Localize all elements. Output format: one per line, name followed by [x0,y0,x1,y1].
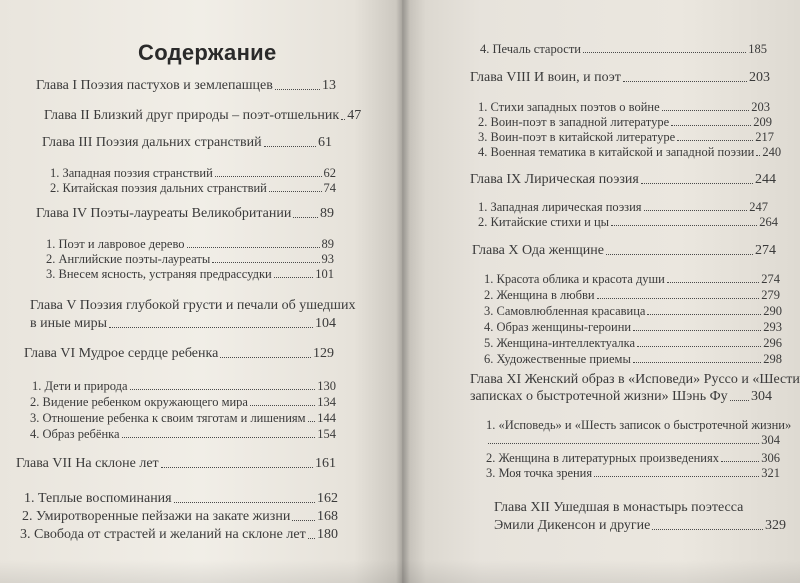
entry-title: 1. Теплые воспоминания [24,491,172,506]
toc-entry-3-1 [50,166,336,181]
page-title: Содержание [138,40,277,65]
entry-page: 321 [761,466,780,480]
toc-entry-chapter-12 [494,518,786,534]
entry-page: 134 [317,395,336,409]
toc-entry-11-2 [486,451,780,466]
entry-title: Эмили Дикенсон и другие [494,518,651,533]
leader-dots [644,210,748,211]
entry-page: 240 [762,145,782,159]
toc-entry-9-2 [478,215,778,230]
entry-title: 4. Военная тематика в китайской и западной поэзии [478,145,755,159]
entry-page: 93 [321,252,334,266]
entry-title: 2. Английские поэты-лауреаты [46,252,211,266]
toc-entry-8-3 [478,130,774,145]
leader-dots [275,89,320,90]
leader-dots [662,110,750,111]
toc-entry-11-3 [486,466,780,481]
entry-page: 217 [755,130,774,144]
toc-entry-10-3 [484,304,782,319]
toc-entry-chapter-3 [42,135,332,151]
leader-dots [250,405,315,406]
toc-entry-11-1 [486,433,780,448]
toc-entry-7-1 [24,491,338,507]
entry-page: 329 [765,518,786,533]
entry-page: 279 [761,288,780,302]
leader-dots [174,502,315,503]
leader-dots [637,346,761,347]
entry-title: 4. Образ женщины-героини [484,320,632,334]
leader-dots [274,277,314,278]
entry-page: 13 [322,78,336,93]
leader-dots [161,467,313,468]
toc-entry-chapter-11-line1: Глава XI Женский образ в «Исповеди» Руссо и «Шести [470,372,800,387]
entry-title: 3. Самовлюбленная красавица [484,304,646,318]
leader-dots [594,476,759,477]
entry-page: 203 [751,100,770,114]
toc-entry-4-1 [46,237,334,252]
entry-title: 5. Женщина-интеллектуалка [484,336,636,350]
entry-page: 47 [347,108,362,123]
entry-title: 3. Моя точка зрения [486,466,593,480]
toc-entry-chapter-5-line1: Глава V Поэзия глубокой грусти и печали об ушедших [30,298,356,313]
entry-title: Глава VIII И воин, и поэт [470,70,621,85]
entry-title: Глава IV Поэты-лауреаты Великобритании [36,206,292,221]
entry-title: 3. Внесем ясность, устраняя предрассудки [46,267,272,281]
leader-dots [308,538,315,539]
entry-title: Глава X Ода женщине [472,243,604,258]
entry-title: 3. Свобода от страстей и желаний на склоне лет [20,527,306,542]
entry-title: Глава II Близкий друг природы – поэт-отшельник [44,108,340,123]
entry-page: 62 [323,166,336,180]
toc-entry-chapter-10 [472,243,776,259]
entry-page: 274 [761,272,780,286]
leader-dots [308,421,316,422]
toc-entry-9-1 [478,200,768,215]
leader-dots [633,362,761,363]
leader-dots [220,357,311,358]
entry-title: 1. Дети и природа [32,379,128,393]
entry-title: 3. Воин-поэт в китайской литературе [478,130,676,144]
entry-page: 306 [761,451,780,465]
leader-dots [292,520,315,521]
entry-page: 168 [317,509,338,524]
entry-page: 274 [755,243,776,258]
entry-page: 264 [759,215,778,229]
entry-page: 247 [749,200,768,214]
leader-dots [633,330,761,331]
leader-dots [109,327,313,328]
entry-page: 293 [763,320,782,334]
entry-title: 2. Китайская поэзия дальних странствий [50,181,267,195]
entry-title: 1. Красота облика и красота души [484,272,665,286]
entry-title: 2. Женщина в любви [484,288,595,302]
entry-title: Глава III Поэзия дальних странствий [42,135,262,150]
toc-entry-8-4 [478,145,782,160]
leader-dots [721,461,759,462]
entry-page: 180 [317,527,338,542]
toc-entry-6-3 [30,411,336,426]
entry-page: 209 [753,115,772,129]
entry-page: 89 [320,206,334,221]
entry-page: 130 [317,379,336,393]
entry-title: 4. Печаль старости [480,42,581,56]
toc-entry-chapter-7 [16,456,336,472]
entry-page: 154 [317,427,336,441]
toc-entry-10-6 [484,352,782,367]
toc-entry-10-1 [484,272,780,287]
leader-dots [671,125,751,126]
entry-title: Глава VI Мудрое сердце ребенка [24,346,219,361]
leader-dots [606,254,753,255]
leader-dots [130,389,316,390]
entry-page: 104 [315,316,336,331]
leader-dots [583,52,746,53]
entry-page: 185 [748,42,767,56]
toc-entry-3-2 [50,181,336,196]
toc-entry-8-1 [478,100,770,115]
toc-entry-chapter-9 [470,172,776,188]
toc-entry-chapter-4 [36,206,334,222]
leader-dots [611,225,757,226]
entry-title: 4. Образ ребёнка [30,427,120,441]
leader-dots [730,400,749,401]
entry-page: 298 [763,352,782,366]
toc-entry-11-1-line1: 1. «Исповедь» и «Шесть записок о быстротечной жизни» [486,418,792,432]
entry-title: 2. Воин-поэт в западной литературе [478,115,670,129]
entry-title: Глава IX Лирическая поэзия [470,172,639,187]
entry-page: 162 [317,491,338,506]
bottom-shade [0,560,800,583]
toc-entry-chapter-6 [24,346,334,362]
leader-dots [647,314,761,315]
entry-title: Глава VII На склоне лет [16,456,159,471]
entry-title: 1. Западная поэзия странствий [50,166,213,180]
entry-page: 304 [761,433,780,447]
entry-title: 1. Поэт и лавровое дерево [46,237,185,251]
toc-entry-chapter-8 [470,70,770,86]
entry-title: Глава I Поэзия пастухов и землепашцев [36,78,273,93]
leader-dots [756,155,760,156]
entry-title: в иные миры [30,316,107,331]
leader-dots [122,437,316,438]
entry-page: 101 [315,267,334,281]
book-gutter [396,0,410,583]
toc-entry-7-3 [20,527,338,543]
leader-dots [215,176,322,177]
toc-entry-10-2 [484,288,780,303]
toc-entry-10-4 [484,320,782,335]
leader-dots [667,282,759,283]
entry-title: 2. Женщина в литературных произведениях [486,451,719,465]
toc-entry-6-1 [32,379,336,394]
toc-entry-chapter-11 [470,389,772,405]
leader-dots [623,81,747,82]
entry-page: 89 [321,237,334,251]
leader-dots [341,119,345,120]
toc-entry-4-3 [46,267,334,282]
toc-entry-8-2 [478,115,772,130]
toc-entry-10-5 [484,336,782,351]
leader-dots [212,262,319,263]
leader-dots [264,146,316,147]
leader-dots [597,298,760,299]
entry-page: 129 [313,346,334,361]
entry-page: 161 [315,456,336,471]
toc-entry-6-4 [30,427,336,442]
leader-dots [641,183,753,184]
entry-page: 244 [755,172,776,187]
entry-title: записках о быстротечной жизни» Шэнь Фу [470,389,728,404]
entry-title: 3. Отношение ребенка к своим тяготам и лишениям [30,411,306,425]
toc-entry-chapter-12-line1: Глава XII Ушедшая в монастырь поэтесса [494,500,744,515]
leader-dots [187,247,320,248]
leader-dots [488,443,759,444]
entry-page: 290 [763,304,782,318]
toc-entry-chapter-5 [30,316,336,332]
toc-entry-4-2 [46,252,334,267]
entry-page: 296 [763,336,782,350]
leader-dots [269,191,322,192]
toc-entry-6-2 [30,395,336,410]
toc-entry-7-2 [22,509,338,525]
toc-entry-chapter-1 [36,78,336,94]
leader-dots [652,529,763,530]
entry-title: 2. Китайские стихи и цы [478,215,610,229]
toc-entry-7-4 [480,42,767,57]
entry-title: 1. Западная лирическая поэзия [478,200,642,214]
leader-dots [677,140,753,141]
entry-title: 6. Художественные приемы [484,352,631,366]
entry-page: 144 [317,411,336,425]
entry-page: 61 [318,135,332,150]
entry-title: 2. Умиротворенные пейзажи на закате жизни [22,509,291,524]
entry-title: 1. Стихи западных поэтов о войне [478,100,660,114]
entry-page: 203 [749,70,770,85]
leader-dots [293,217,318,218]
entry-page: 74 [323,181,336,195]
entry-title: 2. Видение ребенком окружающего мира [30,395,248,409]
toc-entry-chapter-2 [44,108,362,124]
entry-page: 304 [751,389,772,404]
